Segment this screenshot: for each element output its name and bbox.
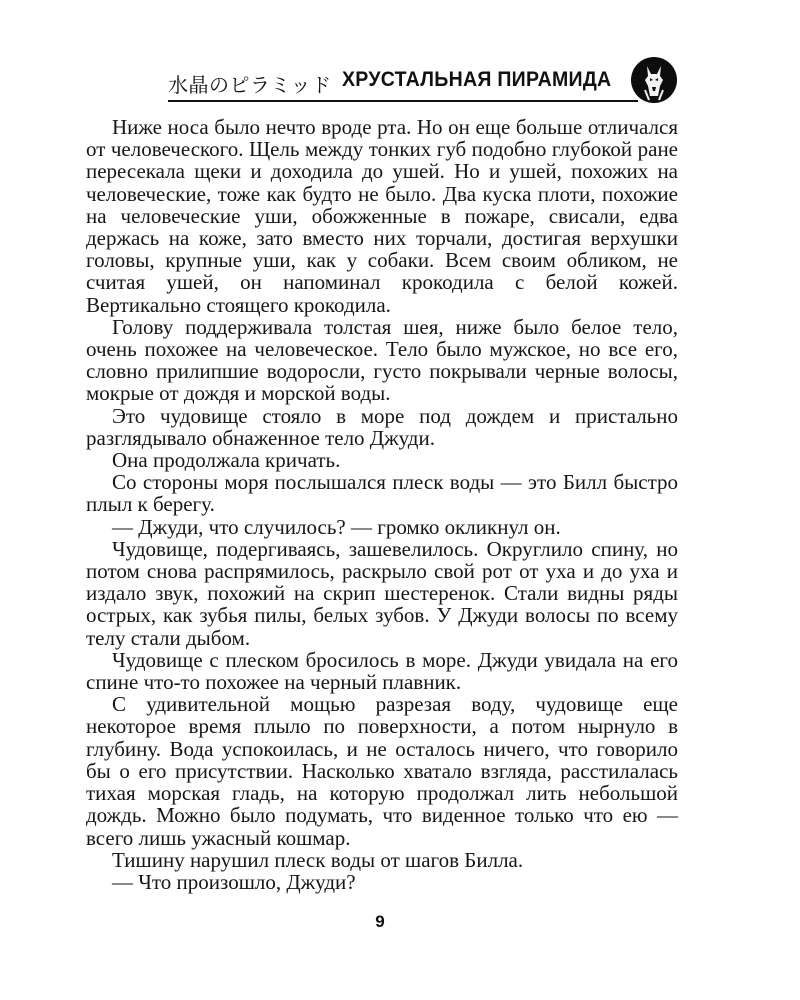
body-text <box>86 116 678 893</box>
book-title: ХРУСТАЛЬНАЯ ПИРАМИДА <box>342 68 612 91</box>
paragraph: — Джуди, что случилось? — громко окликнул он. <box>112 514 561 539</box>
paragraph: Тишину нарушил плеск воды от шагов Билла. <box>112 847 524 872</box>
page-number: 9 <box>375 912 385 931</box>
header-rule <box>168 100 638 102</box>
running-header <box>168 66 698 106</box>
paragraph: Голову поддерживала толстая шея, ниже было белое тело, очень похожее на человеческое. Тело было мужское, но все его, словно прилипшие водоросли, густо покрывали черные волосы, мокрые от дождя и морской воды. <box>86 314 678 406</box>
paragraph: Чудовище, подергиваясь, зашевелилось. Округлило спину, но потом снова распрямилось, раскрыло свой рот от уха и до уха и издало звук, похожий на скрип шестеренок. Стали видны ряды острых, как зубья пилы, белых зубов. У Джуди волосы по всему телу стали дыбом. <box>86 536 678 650</box>
paragraph: Это чудовище стояло в море под дождем и пристально разглядывало обнаженное тело Джуди. <box>86 403 678 450</box>
paragraph: Со стороны моря послышался плеск воды — это Билл быстро плыл к берегу. <box>86 470 678 517</box>
pharaoh-head-icon <box>630 56 678 104</box>
japanese-title: 水晶のピラミッド <box>168 73 332 97</box>
paragraph: — Что произошло, Джуди? <box>112 869 356 894</box>
paragraph: Ниже носа было нечто вроде рта. Но он еще больше отличался от человеческого. Щель между тонких губ подобно глубокой ране пересекала щеки и доходила до ушей. Но и ушей, похожих на человеческие, тоже как будто не было. Два куска плоти, похожие на человеческие уши, обожженные в пожаре, свисали, едва держась на коже, зато вместо них торчали, достигая верхушки головы, крупные уши, как у собаки. Всем своим обликом, не считая ушей, он напоминал крокодила с белой кожей. Вертикально стоящего крокодила. <box>86 115 678 317</box>
paragraph: С удивительной мощью разрезая воду, чудовище еще некоторое время плыло по поверхности, а потом нырнуло в глубину. Вода успокоилась, и не осталось ничего, что говорило бы о его присутствии. Насколько хватало взгляда, расстилалась тихая морская гладь, на которую продолжал лить небольшой дождь. Можно было подумать, что виденное только что ею — всего лишь ужасный кошмар. <box>86 692 678 850</box>
paragraph: Она продолжала кричать. <box>112 448 341 473</box>
paragraph: Чудовище с плеском бросилось в море. Джуди увидала на его спине что-то похожее на черный плавник. <box>86 647 678 695</box>
